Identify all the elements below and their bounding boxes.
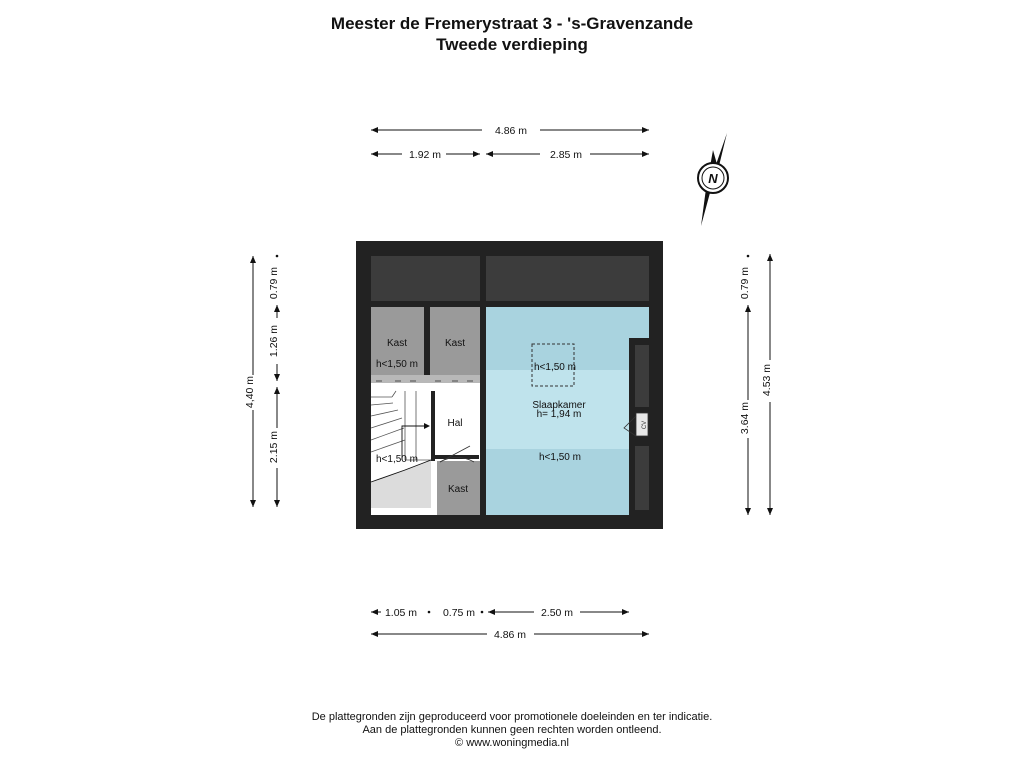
right-dimensions: [739, 254, 773, 515]
eave-left: [371, 256, 480, 301]
dim-right-total: 4.53 m: [761, 363, 773, 397]
cv-label: CV: [642, 420, 648, 430]
kast-left-height: h<1,50 m: [376, 359, 418, 370]
dim-bottom-b: 0.75 m: [442, 607, 476, 619]
bedroom-low-top: [486, 307, 649, 370]
dim-left-top: 0.79 m: [268, 266, 280, 300]
dim-bottom-c: 2.50 m: [540, 607, 574, 619]
dim-right-top: 0.79 m: [739, 266, 751, 300]
staircase: [371, 391, 431, 508]
skylight-height: h<1,50 m: [534, 362, 576, 373]
dim-right-mid: 3.64 m: [739, 401, 751, 435]
dim-top-left: 1.92 m: [408, 149, 442, 161]
kast-lower-label: Kast: [447, 484, 469, 495]
dim-top-total: 4.86 m: [494, 125, 528, 137]
dim-bottom-a: 1.05 m: [384, 607, 418, 619]
copyright: © www.woningmedia.nl: [455, 737, 569, 749]
compass: [698, 133, 728, 226]
kast-left-label: Kast: [386, 338, 408, 349]
top-dimensions: [371, 125, 649, 161]
floor-subtitle: Tweede verdieping: [436, 35, 588, 54]
dim-left-mid: 1.26 m: [268, 324, 280, 358]
left-dimensions: [244, 255, 280, 507]
eave-right: [486, 256, 649, 301]
plan-title: Meester de Fremerystraat 3 - 's-Gravenzande: [330, 14, 694, 33]
kast-middle-label: Kast: [444, 338, 466, 349]
dim-left-total: 4,40 m: [244, 375, 256, 409]
dim-top-right: 2.85 m: [549, 149, 583, 161]
bedroom-height: h= 1,94 m: [536, 409, 582, 420]
compass-label: N: [708, 171, 718, 186]
disclaimer-line-2: Aan de plattegronden kunnen geen rechten worden ontleend.: [362, 724, 662, 736]
dim-left-bottom: 2.15 m: [268, 430, 280, 464]
building: [356, 241, 663, 529]
stair-height: h<1,50 m: [376, 454, 418, 465]
hal-label: Hal: [447, 418, 463, 429]
bedroom-label: Slaapkamer: [532, 400, 586, 411]
disclaimer-line-1: De plattegronden zijn geproduceerd voor promotionele doeleinden en ter indicatie.: [311, 711, 713, 723]
bottom-dimensions: [371, 607, 649, 641]
bedroom-low-height: h<1,50 m: [539, 452, 581, 463]
dim-bottom-total: 4.86 m: [493, 629, 527, 641]
